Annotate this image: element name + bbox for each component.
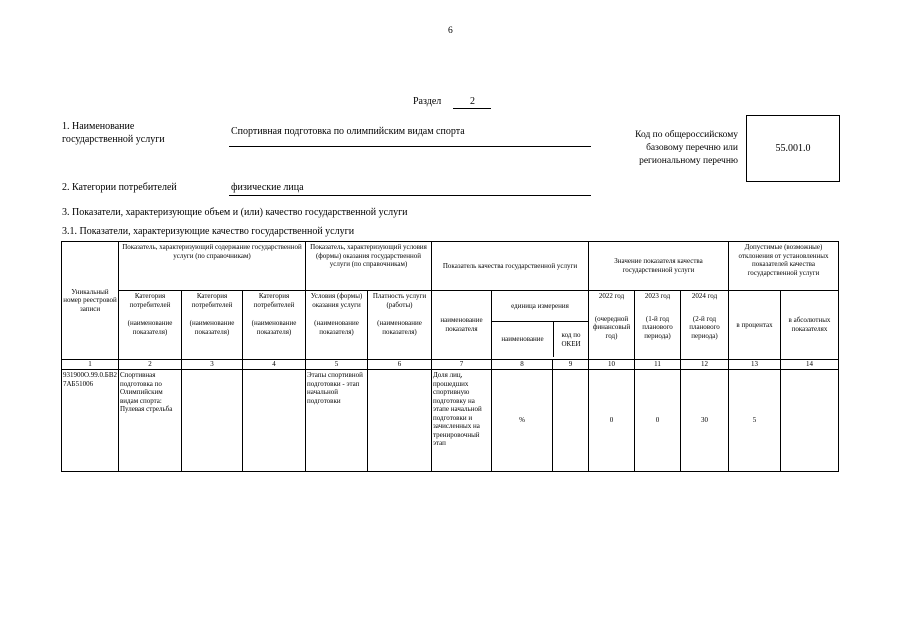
header-condition-payment bbox=[368, 291, 432, 360]
header-category-1-sub: (наименование показателя) bbox=[127, 319, 173, 336]
header-indicator-name: наименование показателя bbox=[432, 291, 492, 360]
heading-3-1: 3.1. Показатели, характеризующие качество государственной услуги bbox=[62, 226, 355, 237]
header-category-2 bbox=[182, 291, 243, 360]
column-number: 8 bbox=[492, 360, 553, 370]
column-number: 12 bbox=[681, 360, 729, 370]
header-okei: код по ОКЕИ bbox=[561, 330, 581, 348]
column-number: 9 bbox=[553, 360, 589, 370]
header-conditions: Показатель, характеризующий условия (формы) оказания государственной услуги (по справочникам) bbox=[306, 242, 432, 291]
column-number: 3 bbox=[182, 360, 243, 370]
header-year-2024 bbox=[681, 291, 729, 360]
header-values: Значение показателя качества государственной услуги bbox=[589, 242, 729, 291]
cell-okei bbox=[553, 370, 589, 472]
header-condition-payment-sub: (наименование показателя) bbox=[377, 319, 422, 336]
header-year-2024-sub: (2-й год планового периода) bbox=[689, 314, 720, 340]
header-category-3-label: Категория потребителей bbox=[253, 292, 295, 309]
header-category-1 bbox=[119, 291, 182, 360]
column-number: 1 bbox=[62, 360, 119, 370]
table-row bbox=[62, 370, 839, 472]
header-year-2022-label: 2022 год bbox=[598, 292, 625, 300]
consumers-underline bbox=[229, 195, 591, 196]
column-number: 2 bbox=[119, 360, 182, 370]
heading-3: 3. Показатели, характеризующие объем и (или) качество государственной услуги bbox=[62, 207, 408, 218]
code-label-line3: региональному перечню bbox=[639, 156, 738, 166]
column-number: 13 bbox=[729, 360, 781, 370]
service-name-underline bbox=[229, 146, 591, 147]
header-deviation: Допустимые (возможные) отклонения от установленных показателей качества государственной услуги bbox=[729, 242, 839, 291]
column-number: 4 bbox=[243, 360, 306, 370]
code-label-line2: базовому перечню или bbox=[646, 143, 738, 153]
cell-value-2023: 0 bbox=[635, 370, 681, 472]
column-number: 10 bbox=[589, 360, 635, 370]
cell-category-3 bbox=[243, 370, 306, 472]
service-name-value: Спортивная подготовка по олимпийским видам спорта bbox=[231, 126, 465, 137]
page-number: 6 bbox=[448, 26, 453, 36]
cell-absolute bbox=[781, 370, 839, 472]
column-number: 11 bbox=[635, 360, 681, 370]
header-condition-forms-sub: (наименование показателя) bbox=[314, 319, 359, 336]
header-category-2-label: Категория потребителей bbox=[191, 292, 233, 309]
column-number: 6 bbox=[368, 360, 432, 370]
column-number: 14 bbox=[781, 360, 839, 370]
cell-registry: 931900О.99.0.БВ27АБ51006 bbox=[62, 370, 119, 472]
header-unit-name: наименование bbox=[492, 322, 554, 357]
header-condition-forms-label: Условия (формы) оказания услуги bbox=[310, 292, 363, 309]
cell-category-2 bbox=[182, 370, 243, 472]
code-box bbox=[746, 115, 840, 182]
service-name-label bbox=[62, 120, 165, 146]
header-content: Показатель, характеризующий содержание государственной услуги (по справочникам) bbox=[119, 242, 306, 291]
header-registry: Уникальный номер реестровой записи bbox=[62, 242, 119, 360]
code-label bbox=[604, 129, 738, 168]
cell-content: Спортивная подготовка по Олимпийским видам спорта: Пулевая стрельба bbox=[119, 370, 182, 472]
header-year-2022-sub: (очередной финансовый год) bbox=[592, 314, 631, 340]
header-category-1-label: Категория потребителей bbox=[129, 292, 171, 309]
code-value: 55.001.0 bbox=[775, 143, 811, 154]
column-number: 7 bbox=[432, 360, 492, 370]
header-unit bbox=[492, 291, 589, 360]
service-name-label-line1: 1. Наименование bbox=[62, 121, 135, 132]
cell-conditions: Этапы спортивной подготовки - этап начальной подготовки bbox=[306, 370, 368, 472]
section-value: 2 bbox=[470, 96, 475, 107]
header-year-2022 bbox=[589, 291, 635, 360]
header-condition-payment-label: Платность услуги (работы) bbox=[372, 292, 427, 309]
cell-value-2024: 30 bbox=[681, 370, 729, 472]
header-category-3-sub: (наименование показателя) bbox=[251, 319, 297, 336]
header-unit-sub bbox=[492, 321, 588, 357]
header-year-2024-label: 2024 год bbox=[691, 292, 718, 300]
section-label: Раздел bbox=[413, 96, 442, 107]
cell-payment bbox=[368, 370, 432, 472]
header-unit-label: единица измерения bbox=[511, 301, 569, 310]
cell-unit: % bbox=[492, 370, 553, 472]
header-absolute: в абсолютных показателях bbox=[781, 291, 839, 360]
section-underline bbox=[453, 108, 491, 109]
service-name-label-line2: государственной услуги bbox=[62, 134, 165, 145]
column-number-row bbox=[62, 360, 839, 370]
column-number: 5 bbox=[306, 360, 368, 370]
header-year-2023 bbox=[635, 291, 681, 360]
quality-table bbox=[61, 241, 839, 472]
consumers-value: физические лица bbox=[231, 182, 304, 193]
header-quality: Показатель качества государственной услуги bbox=[432, 242, 589, 291]
code-label-line1: Код по общероссийскому bbox=[635, 130, 738, 140]
header-condition-forms bbox=[306, 291, 368, 360]
header-percent: в процентах bbox=[729, 291, 781, 360]
consumers-label: 2. Категории потребителей bbox=[62, 182, 177, 193]
cell-percent: 5 bbox=[729, 370, 781, 472]
cell-indicator: Доля лиц, прошедших спортивную подготовку на этапе начальной подготовки и зачисленных на тренировочный этап bbox=[432, 370, 492, 472]
cell-value-2022: 0 bbox=[589, 370, 635, 472]
header-year-2023-sub: (1-й год планового периода) bbox=[642, 314, 673, 340]
header-category-2-sub: (наименование показателя) bbox=[189, 319, 235, 336]
header-category-3 bbox=[243, 291, 306, 360]
header-year-2023-label: 2023 год bbox=[644, 292, 671, 300]
